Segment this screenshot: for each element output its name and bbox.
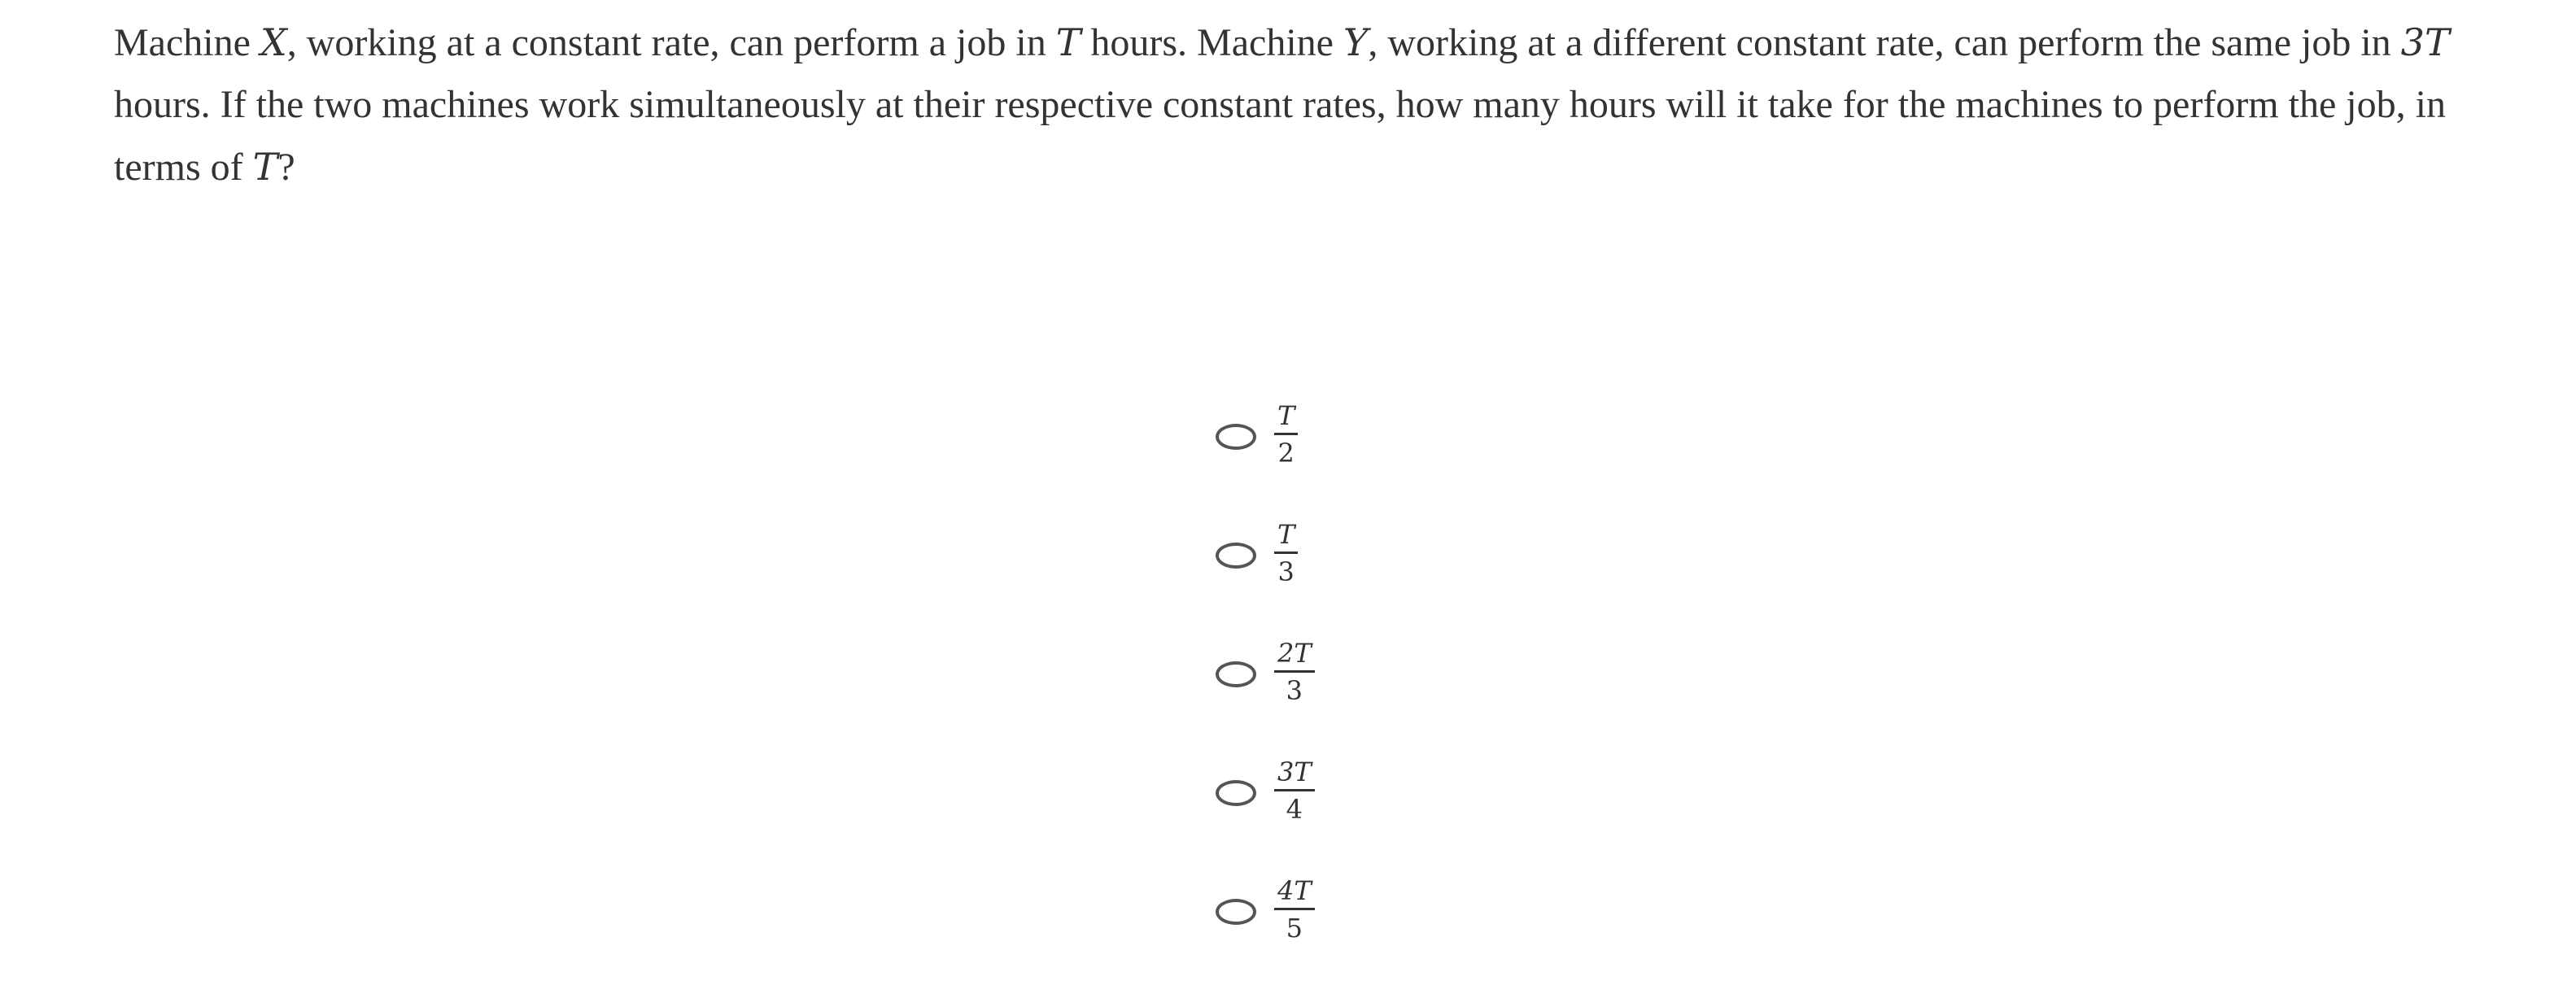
answer-choice-3[interactable] [1216,638,1315,756]
fraction-denominator: 3 [1277,556,1295,587]
fraction [1274,875,1315,944]
fraction-numerator: 3T [1274,756,1315,791]
question-text-part: hours. Machine [1081,21,1343,64]
answer-choice-4[interactable] [1216,756,1315,875]
question-text [114,11,2473,198]
fraction-denominator: 5 [1286,913,1303,944]
answer-choices [1216,400,1315,994]
fraction-numerator: T [1274,400,1298,435]
fraction [1274,638,1315,707]
radio-button[interactable] [1216,424,1256,450]
math-variable: T [252,145,278,189]
radio-button[interactable] [1216,661,1256,687]
fraction-numerator: T [1274,519,1298,554]
fraction-denominator: 3 [1286,675,1303,706]
fraction-denominator: 4 [1286,794,1303,825]
question-text-part: hours. If the two machines work simultaneously at their respective constant rates, how many hours will it take for the machines to perform the job, in terms of [114,83,2446,189]
fraction [1274,756,1315,826]
math-variable: T [1055,20,1081,64]
fraction-numerator: 2T [1274,638,1315,673]
fraction-numerator: 4T [1274,875,1315,910]
fraction-denominator: 2 [1277,438,1295,469]
question-text-part: Machine [114,21,260,64]
question-text-part: , working at a different constant rate, can perform the same job in [1368,21,2401,64]
math-variable: Y [1343,20,1369,64]
radio-button[interactable] [1216,780,1256,806]
radio-button[interactable] [1216,899,1256,925]
math-variable: X [260,20,287,64]
answer-choice-2[interactable] [1216,519,1315,638]
radio-button[interactable] [1216,543,1256,569]
math-variable: 3T [2400,20,2450,64]
fraction [1274,519,1298,588]
question-text-part: ? [277,146,295,189]
answer-choice-1[interactable] [1216,400,1315,519]
answer-choice-5[interactable] [1216,875,1315,994]
question-text-part: , working at a constant rate, can perform a job in [286,21,1056,64]
fraction [1274,400,1298,469]
